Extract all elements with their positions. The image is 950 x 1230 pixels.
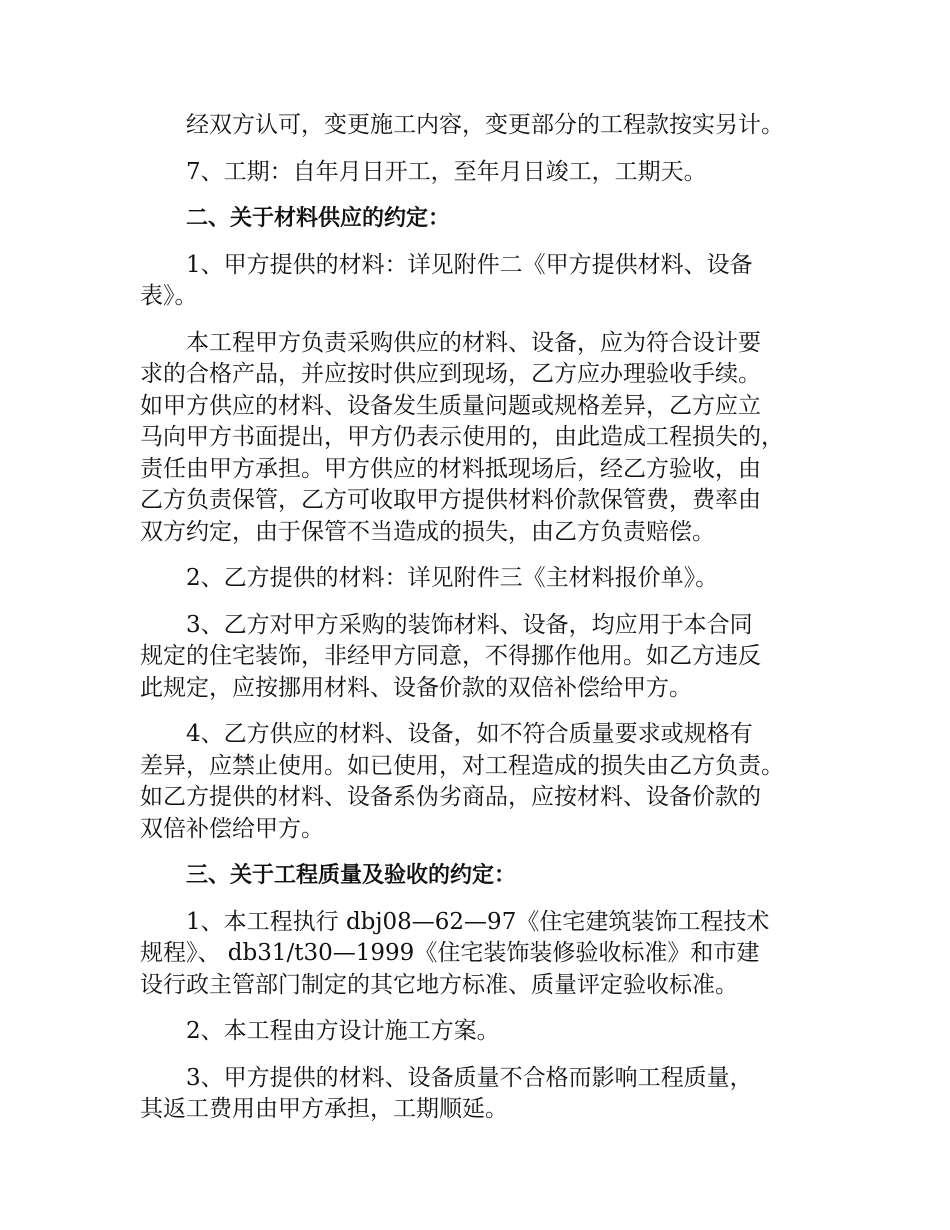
paragraph-party-b-materials: 2、乙方提供的材料：详见附件三《主材料报价单》。 — [186, 565, 719, 591]
paragraph-party-b-supply: 4、乙方供应的材料、设备，如不符合质量要求或规格有 差异，应禁止使用。如已使用，对工程造成的损失由乙方负责。 如乙方提供的材料、设备系伪劣商品，应按材料、设备价款的 双倍补偿给甲方。 — [140, 721, 784, 842]
paragraph-change-cost: 经双方认可，变更施工内容，变更部分的工程款按实另计。 — [186, 112, 784, 138]
paragraph-party-a-materials: 1、甲方提供的材料：详见附件二《甲方提供材料、设备 表》。 — [140, 251, 753, 309]
paragraph-schedule: 7、工期：自年月日开工，至年月日竣工，工期天。 — [186, 158, 707, 185]
paragraph-rework-cost: 3、甲方提供的材料、设备质量不合格而影响工程质量， 其返工费用由甲方承担，工期顺延。 — [140, 1064, 753, 1122]
paragraph-standards: 1、本工程执行 dbj08—62—97《住宅建筑装饰工程技术 规程》、 db31/t30—1999《住宅装饰装修验收标准》和市建 设行政主管部门制定的其它地方标准、质量评定验收标准。 — [140, 908, 770, 998]
paragraph-material-usage: 3、乙方对甲方采购的装饰材料、设备，均应用于本合同 规定的住宅装饰，非经甲方同意，不得挪作他用。如乙方违反 此规定，应按挪用材料、设备价款的双倍补偿给甲方。 — [140, 611, 761, 701]
section-heading-quality: 三、关于工程质量及验收的约定： — [186, 863, 517, 888]
paragraph-design-plan: 2、本工程由方设计施工方案。 — [186, 1018, 500, 1044]
document-body — [140, 110, 815, 1141]
section-heading-materials: 二、关于材料供应的约定： — [186, 206, 451, 231]
paragraph-party-a-supply: 本工程甲方负责采购供应的材料、设备，应为符合设计要 求的合格产品，并应按时供应到现场，乙方应办理验收手续。 如甲方供应的材料、设备发生质量问题或规格差异，乙方应立 马向甲方书面提出，甲方仍表示使用的，由此造成工程损失的， 责任由甲方承担。甲方供应的材料抵现场后，经乙方验收，由 乙方负责保管，乙方可收取甲方提供材料价款保管费，费率由 双方约定，由于保管不当造成的损失，由乙方负责赔偿。 — [140, 329, 784, 545]
